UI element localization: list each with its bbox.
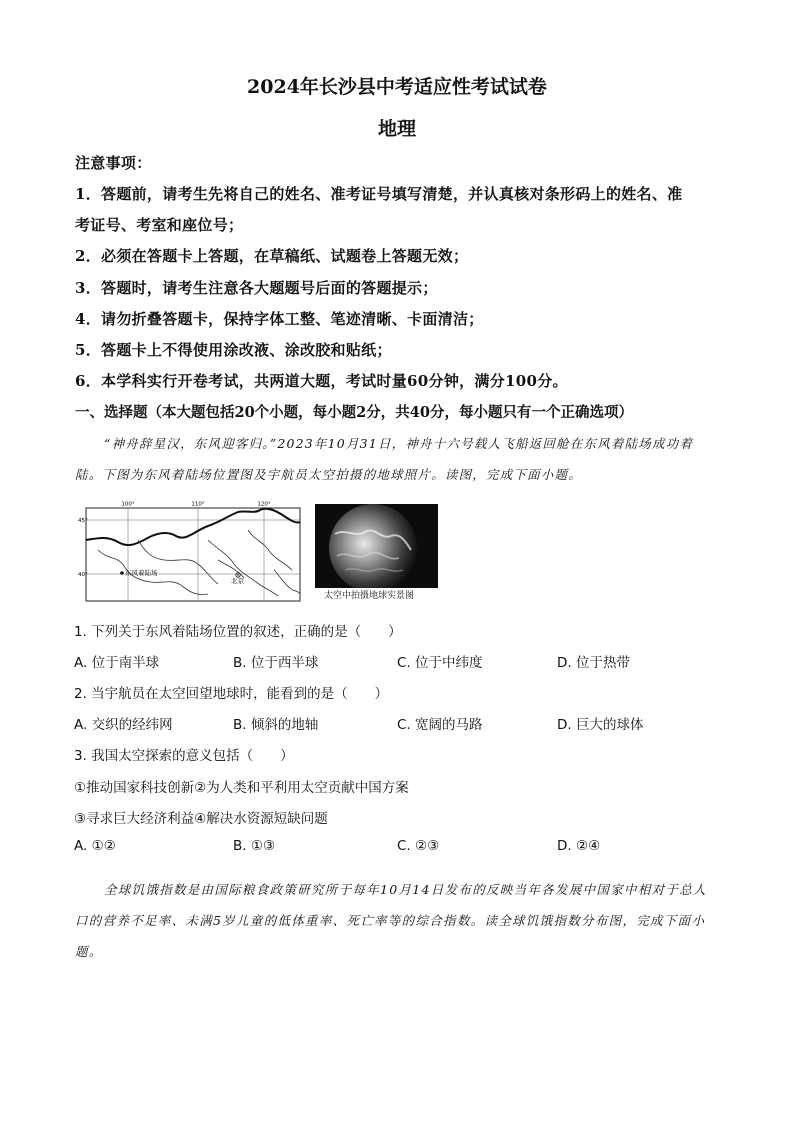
q2-option-c: C. 宽阔的马路 (397, 717, 483, 733)
q3-option-b: B. ①③ (233, 838, 276, 854)
beijing-label: 北京 (231, 577, 244, 585)
notes-heading: 注意事项： (75, 154, 152, 172)
note-item: 3．答题时，请考生注意各大题题号后面的答题提示； (75, 279, 438, 297)
passage-line: 口的营养不足率、未满5岁儿童的低体重率、死亡率等的综合指数。读全球饥饿指数分布图，完成下面小 (75, 913, 706, 928)
q3-statement: ①推动国家科技创新②为人类和平利用太空贡献中国方案 (74, 780, 409, 796)
intro-line: 陆。下图为东风着陆场位置图及宇航员太空拍摄的地球照片。读图，完成下面小题。 (75, 467, 582, 482)
q3-option-c: C. ②③ (397, 838, 440, 854)
question-1-stem: 1. 下列关于东风着陆场位置的叙述，正确的是（ ） (74, 624, 402, 640)
intro-line: “神舟辞星汉，东风迎客归。”2023年10月31日，神舟十六号载人飞船返回舱在东风着陆场成功着 (104, 436, 694, 451)
question-2-stem: 2. 当宇航员在太空回望地球时，能看到的是（ ） (74, 686, 389, 702)
note-item: 考证号、考室和座位号； (75, 216, 244, 234)
landing-site-marker (120, 571, 124, 575)
q1-option-b: B. 位于西半球 (233, 655, 319, 671)
lon-label: 120° (257, 501, 271, 508)
lon-label: 100° (121, 501, 135, 508)
lat-label: 40° (78, 572, 88, 578)
question-3-stem: 3. 我国太空探索的意义包括（ ） (74, 748, 294, 764)
landing-site-map (78, 500, 303, 604)
note-item: 4．请勿折叠答题卡，保持字体工整、笔迹清晰、卡面清洁； (75, 310, 484, 328)
q2-option-d: D. 巨大的球体 (557, 717, 644, 733)
note-item: 5．答题卡上不得使用涂改液、涂改胶和贴纸； (75, 341, 392, 359)
passage-line: 全球饥饿指数是由国际粮食政策研究所于每年10月14日发布的反映当年各发展中国家中相对于总人 (104, 882, 707, 897)
q3-option-a: A. ①② (74, 838, 116, 854)
q1-option-a: A. 位于南半球 (74, 655, 160, 671)
q3-option-d: D. ②④ (557, 838, 601, 854)
q1-option-c: C. 位于中纬度 (397, 655, 483, 671)
lat-label: 45° (78, 518, 88, 524)
photo-caption: 太空中拍摄地球实景图 (324, 591, 415, 601)
q2-option-a: A. 交织的经纬网 (74, 717, 173, 733)
q3-statement: ③寻求巨大经济利益④解决水资源短缺问题 (74, 811, 328, 827)
lon-label: 110° (191, 501, 205, 508)
q2-option-b: B. 倾斜的地轴 (233, 717, 319, 733)
subject-title: 地理 (377, 118, 416, 140)
section-heading: 一、选择题（本大题包括20个小题，每小题2分，共40分，每小题只有一个正确选项） (75, 404, 633, 421)
note-item: 1．答题前，请考生先将自己的姓名、准考证号填写清楚，并认真核对条形码上的姓名、准 (75, 185, 683, 203)
exam-title: 2024年长沙县中考适应性考试试卷 (247, 76, 547, 98)
passage-line: 题。 (75, 944, 103, 959)
landing-site-label: 东风着陆场 (125, 569, 158, 577)
note-item: 2．必须在答题卡上答题，在草稿纸、试题卷上答题无效； (75, 247, 469, 265)
q1-option-d: D. 位于热带 (557, 655, 630, 671)
earth-photo (315, 504, 438, 602)
note-item: 6．本学科实行开卷考试，共两道大题，考试时量60分钟，满分100分。 (75, 372, 568, 390)
